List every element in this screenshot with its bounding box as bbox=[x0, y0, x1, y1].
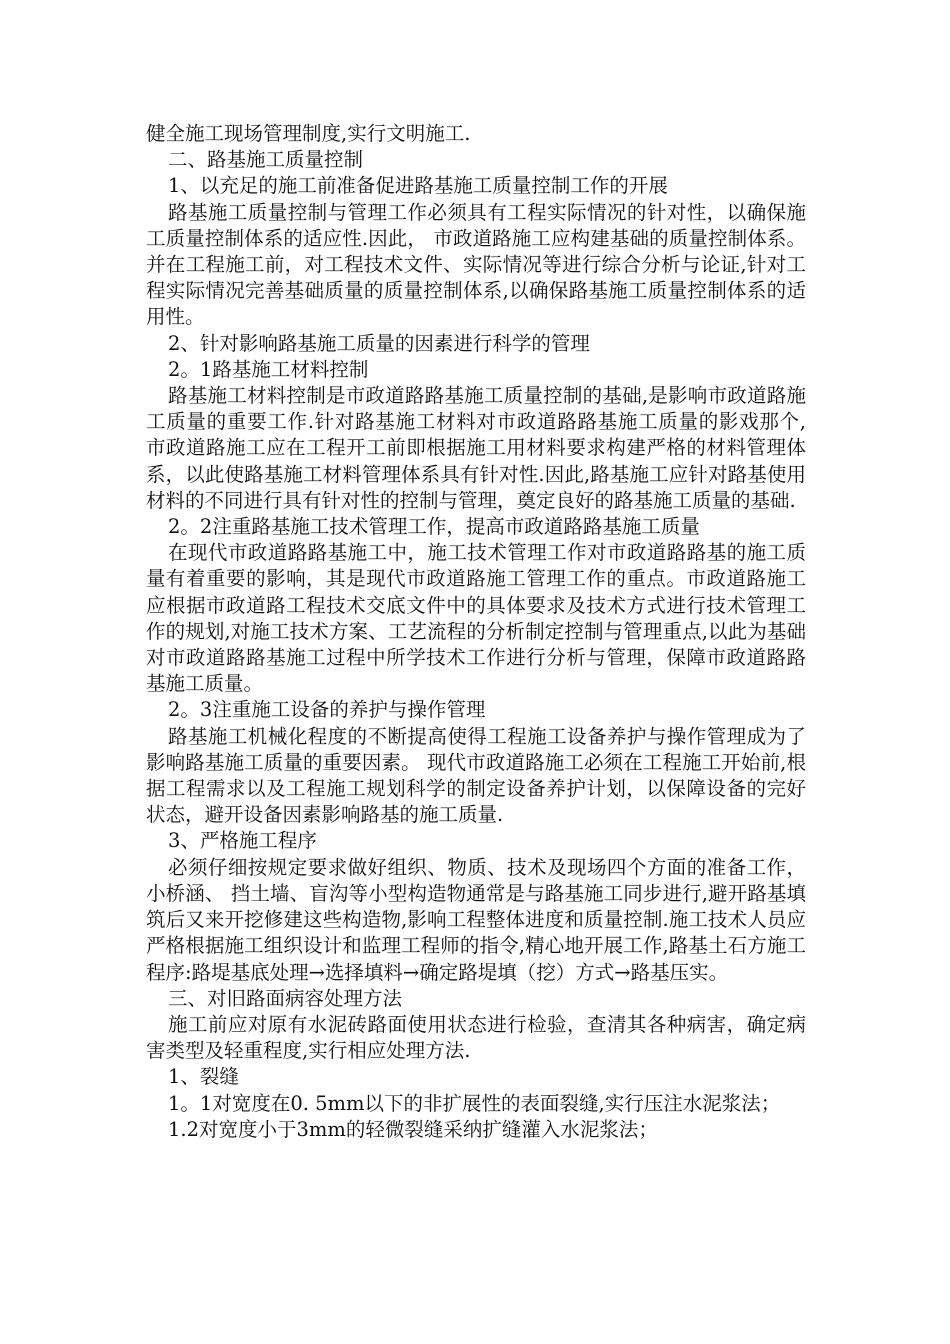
subsection-heading-2-2-1: 2。1路基施工材料控制 bbox=[168, 357, 369, 381]
paragraph-intro-tail: 健全施工现场管理制度,实行文明施工. bbox=[146, 122, 471, 145]
paragraph-quality-control: 路基施工质量控制与管理工作必须具有工程实际情况的针对性，以确保施工质量控制体系的适应性.因此， 市政道路施工应构建基础的质量控制体系。并在工程施工前，对工程技术文件、实际情况等进行综合分析与论证,针对工程实际情况完善基础质量的质量控制体系,以确保路基施工质量控制体系的适用性。 bbox=[146, 200, 806, 329]
document-body bbox=[146, 121, 806, 1143]
paragraph-material-control: 路基施工材料控制是市政道路路基施工质量控制的基础,是影响市政道路施工质量的重要工作.针对路基施工材料对市政道路路基施工质量的影戏那个, 市政道路施工应在工程开工前即根据施工用材料要求构建严格的材料管理体系，以此使路基施工材料管理体系具有针对性.因此,路基施工应针对路基使用材料的不同进行具有针对性的控制与管理，奠定良好的路基施工质量的基础. bbox=[146, 384, 806, 512]
subsection-heading-2-1: 1、以充足的施工前准备促进路基施工质量控制工作的开展 bbox=[168, 174, 668, 198]
section-heading-2: 二、路基施工质量控制 bbox=[168, 148, 364, 172]
paragraph-construction-procedure: 必须仔细按规定要求做好组织、物质、技术及现场四个方面的准备工作，小桥涵、 挡土墙、盲沟等小型构造物通常是与路基施工同步进行,避开路基填筑后又来开挖修建这些构造物,影响工程整体进度和质量控制.施工技术人员应严格根据施工组织设计和监理工程师的指令,精心地开展工作,路基土石方施工程序:路堤基底处理→选择填料→确定路堤填（挖）方式→路基压实。 bbox=[146, 855, 806, 984]
subsection-heading-2-3: 3、严格施工程序 bbox=[168, 829, 317, 853]
paragraph-equipment-maintenance: 路基施工机械化程度的不断提高使得工程施工设备养护与操作管理成为了影响路基施工质量的重要因素。 现代市政道路施工必须在工程施工开始前,根据工程需求以及工程施工规划科学的制定设备养护计划，以保障设备的完好状态，避开设备因素影响路基的施工质量. bbox=[146, 724, 806, 827]
paragraph-technical-management: 在现代市政道路路基施工中，施工技术管理工作对市政道路路基的施工质量有着重要的影响，其是现代市政道路施工管理工作的重点。市政道路施工应根据市政道路工程技术交底文件中的具体要求及技术方式进行技术管理工作的规划,对施工技术方案、工艺流程的分析制定控制与管理重点,以此为基础对市政道路路基施工过程中所学技术工作进行分析与管理，保障市政道路路基施工质量。 bbox=[146, 541, 806, 696]
section-heading-3: 三、对旧路面病容处理方法 bbox=[168, 986, 403, 1010]
paragraph-pre-inspection: 施工前应对原有水泥砖路面使用状态进行检验，查清其各种病害，确定病害类型及轻重程度,实行相应处理方法. bbox=[146, 1012, 806, 1063]
paragraph-crack-method-2: 1.2对宽度小于3mm的轻微裂缝采纳扩缝灌入水泥浆法； bbox=[168, 1117, 658, 1141]
paragraph-crack-method-1: 1。1对宽度在0. 5mm以下的非扩展性的表面裂缝,实行压注水泥浆法； bbox=[168, 1091, 781, 1115]
subsection-heading-2-2-2: 2。2注重路基施工技术管理工作，提高市政道路路基施工质量 bbox=[168, 515, 700, 539]
subsection-heading-3-1: 1、裂缝 bbox=[168, 1065, 239, 1089]
subsection-heading-2-2-3: 2。3注重施工设备的养护与操作管理 bbox=[168, 698, 486, 722]
subsection-heading-2-2: 2、针对影响路基施工质量的因素进行科学的管理 bbox=[168, 331, 590, 355]
